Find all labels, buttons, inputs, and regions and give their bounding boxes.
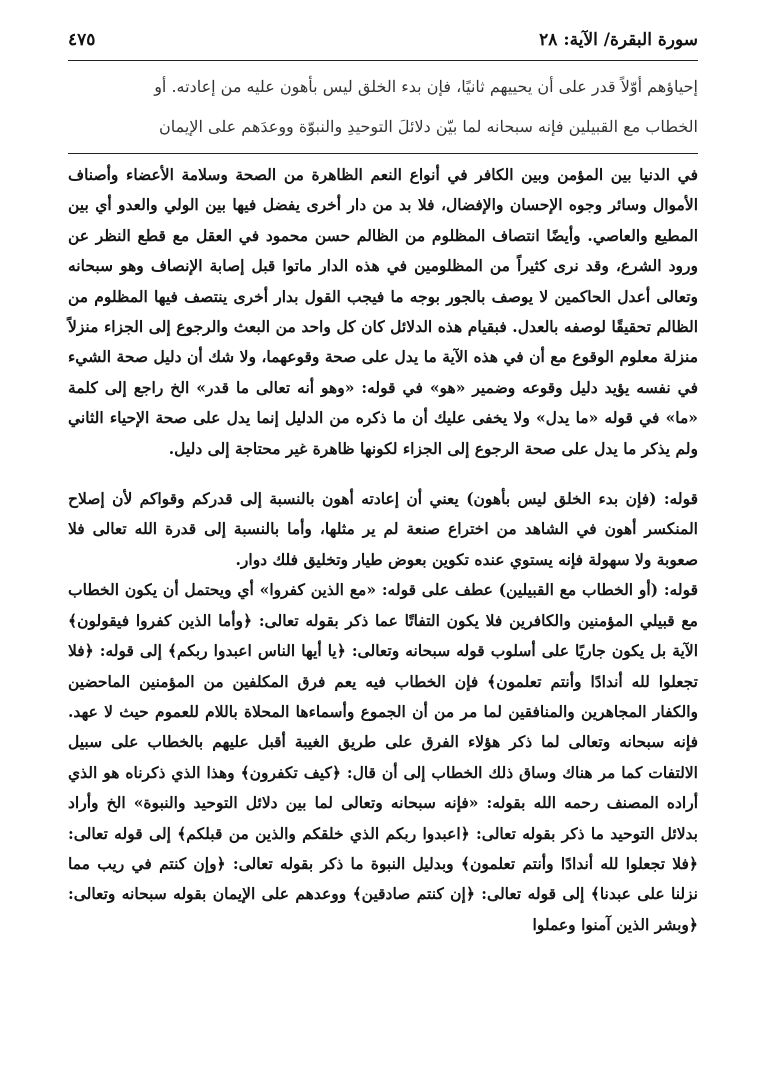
commentary-section xyxy=(68,160,698,940)
page-header xyxy=(68,26,698,61)
commentary-paragraph: قوله: (أو الخطاب مع القبيلين) عطف على قوله: «مع الذين كفروا» أي ويحتمل أن يكون الخطاب مع قبيلي المؤمنين والكافرين فلا يكون التفاتًا عما ذكر بقوله تعالى: ﴿وأما الذين كفروا فيقولون﴾ الآية بل يكون جاريًا على أسلوب قوله سبحانه وتعالى: ﴿يا أيها الناس اعبدوا ربكم﴾ إلى قوله: ﴿فلا تجعلوا لله أندادًا وأنتم تعلمون﴾ فإن الخطاب فيه يعم فرق المكلفين من المؤمنين الماحضين والكفار المجاهرين والمنافقين لما مر من أن الجموع وأسماءها المحلاة باللام للعموم حيث لا عهد. فإنه سبحانه وتعالى لما ذكر هؤلاء الفرق على طريق الغيبة أقبل عليهم بالخطاب على سبيل الالتفات كما مر هناك وساق ذلك الخطاب إلى أن قال: ﴿كيف تكفرون﴾ وهذا الذي ذكرناه هو الذي أراده المصنف رحمه الله بقوله: «فإنه سبحانه وتعالى لما بين دلائل التوحيد والنبوة» الخ وأراد بدلائل التوحيد ما ذكر بقوله تعالى: ﴿اعبدوا ربكم الذي خلقكم والذين من قبلكم﴾ إلى قوله تعالى: ﴿فلا تجعلوا لله أندادًا وأنتم تعلمون﴾ وبدليل النبوة ما ذكر بقوله تعالى: ﴿وإن كنتم في ريب مما نزلنا على عبدنا﴾ إلى قوله تعالى: ﴿إن كنتم صادقين﴾ ووعدهم على الإيمان بقوله سبحانه وتعالى: ﴿وبشر الذين آمنوا وعملوا xyxy=(68,580,698,934)
commentary-paragraph: قوله: (فإن بدء الخلق ليس بأهون) يعني أن إعادته أهون بالنسبة إلى قدركم وقواكم لأن إصلاح المنكسر أهون في الشاهد من اختراع صنعة لم ير مثلها، وأما بالنسبة إلى قدرة الله تعالى فلا صعوبة ولا سهولة فإنه يستوي عنده تكوين بعوض طيار وتخليق فلك دوار. xyxy=(68,489,698,569)
surah-verse-title: سورة البقرة/ الآية: ٢٨ xyxy=(539,30,698,50)
main-text-line: إحياؤهم أوّلاً قدر على أن يحييهم ثانيًا، فإن بدء الخلق ليس بأهون عليه من إعادته. أو xyxy=(154,77,698,96)
main-text xyxy=(68,67,698,147)
page-number: ٤٧٥ xyxy=(68,30,96,50)
commentary-paragraph: في الدنيا بين المؤمن وبين الكافر في أنواع النعم الظاهرة من الصحة وسلامة الأعضاء وأصناف الأموال وسائر وجوه الإحسان والإفضال، فلا بد من دار أخرى يفضل فيها بين الولي والعدو أي بين المطيع والعاصي. وأيضًا انتصاف المظلوم من الظالم حسن محمود في العقل مع قطع النظر عن ورود الشرع، وقد نرى كثيراً من المظلومين في هذه الدار ماتوا قبل إصابة الإنصاف وهو سبحانه وتعالى أعدل الحاكمين لا يوصف بالجور بوجه ما فيجب القول بدار أخرى ينتصف فيها المظلوم من الظالم تحقيقًا لوصفه بالعدل. فبقيام هذه الدلائل كان كل واحد من البعث والرجوع إلى الجزاء منزلاً منزلة معلوم الوقوع مع أن في هذه الآية ما يدل على صحة وقوعهما، ولا شك أن دليل صحة الشيء في نفسه يؤيد دليل وقوعه وضمير «هو» في قوله: «وهو أنه تعالى ما قدر» الخ راجع إلى كلمة «ما» في قوله «ما يدل» ولا يخفى عليك أن ما ذكره من الدليل إنما يدل على صحة الإحياء الثاني ولم يذكر ما يدل على صحة الرجوع إلى الجزاء لكونها ظاهرة غير محتاجة إلى دليل. xyxy=(68,165,698,458)
divider-line xyxy=(68,153,698,154)
main-text-line: الخطاب مع القبيلين فإنه سبحانه لما بيّن دلائلَ التوحيدِ والنبوّة ووعدَهم على الإيمان xyxy=(159,117,698,136)
